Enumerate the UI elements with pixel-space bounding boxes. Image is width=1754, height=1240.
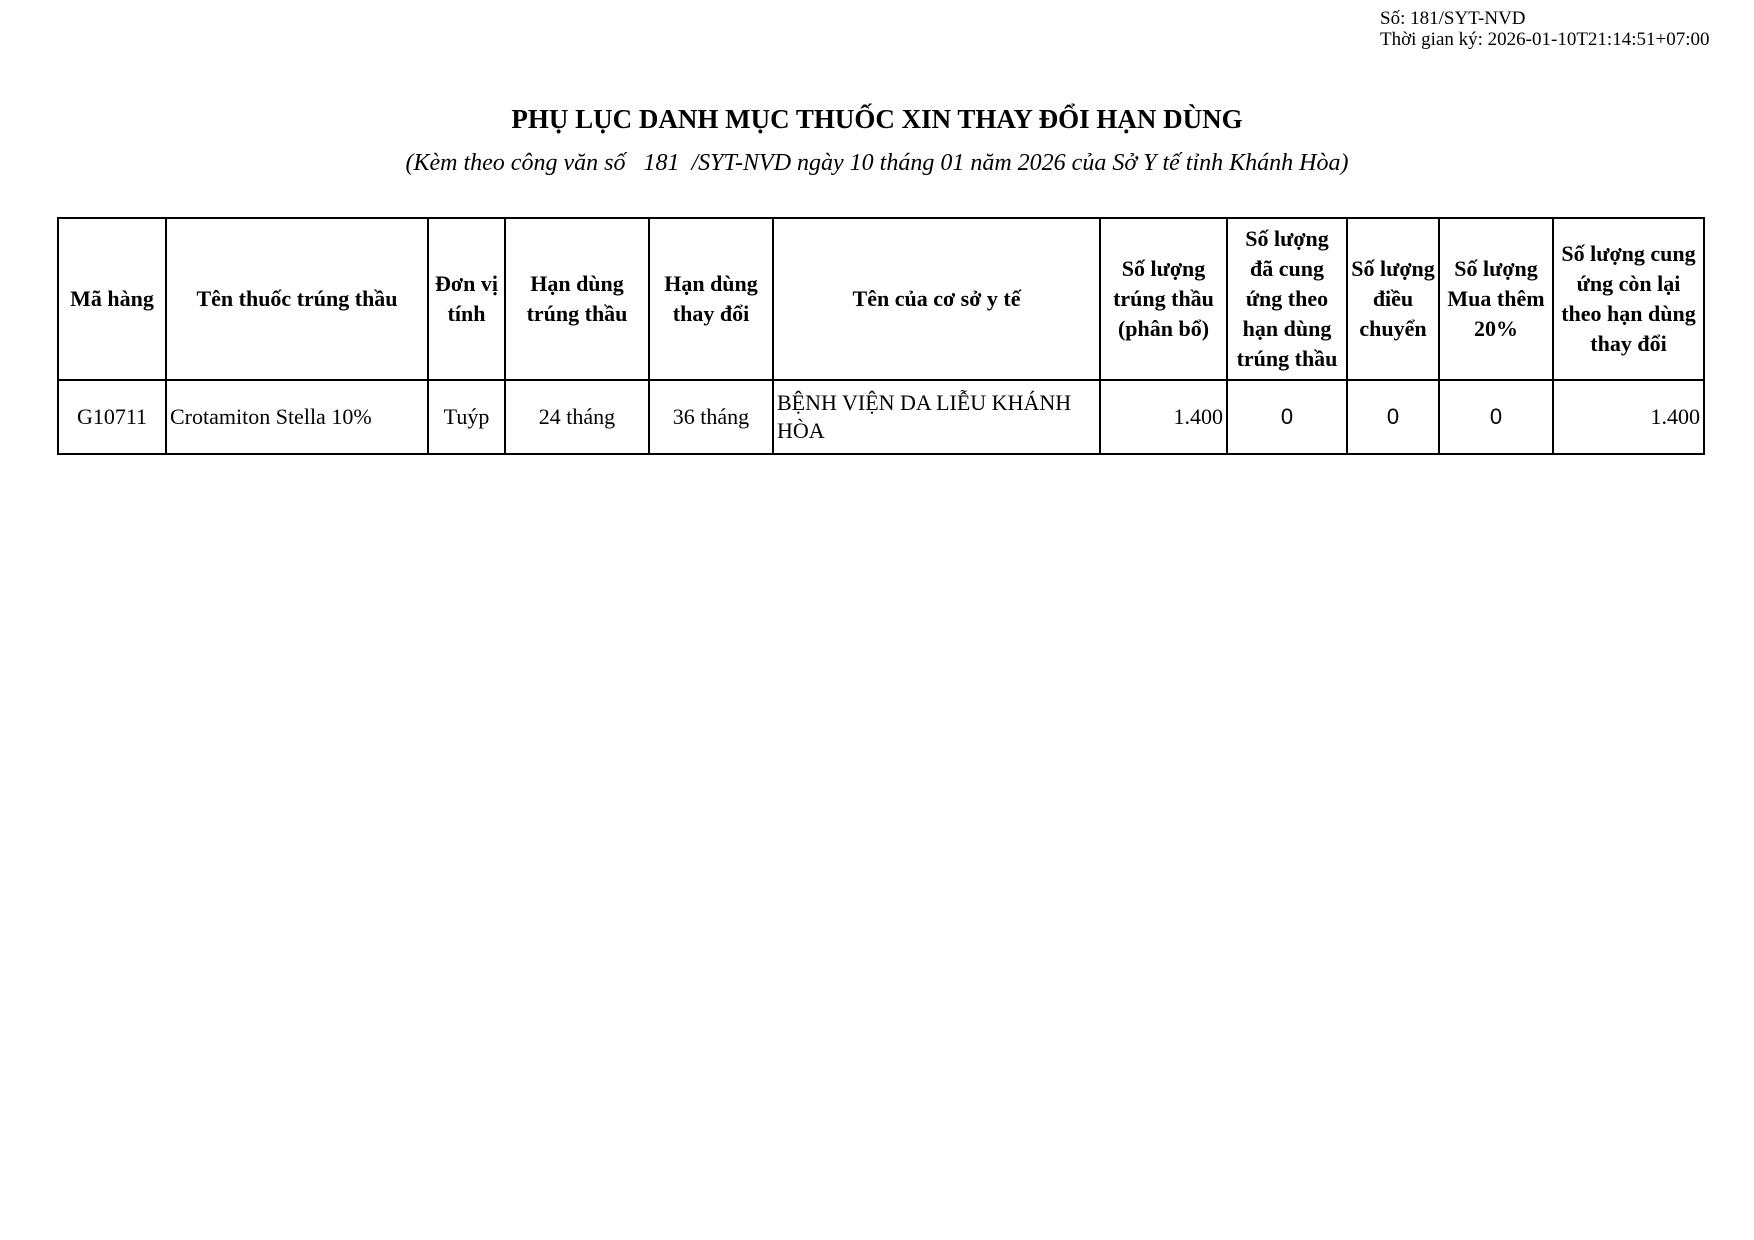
header-unit: Đơn vị tính <box>428 218 505 380</box>
header-extra-purchase-quantity: Số lượng Mua thêm 20% <box>1439 218 1553 380</box>
header-item-code: Mã hàng <box>58 218 166 380</box>
cell-drug-name: Crotamiton Stella 10% <box>166 380 428 454</box>
page-title: PHỤ LỤC DANH MỤC THUỐC XIN THAY ĐỔI HẠN DÙNG <box>511 104 1243 134</box>
header-supplied-quantity: Số lượng đã cung ứng theo hạn dùng trúng thầu <box>1227 218 1347 380</box>
cell-unit: Tuýp <box>428 380 505 454</box>
cell-supplied-quantity: 0 <box>1227 380 1347 454</box>
cell-remaining-quantity: 1.400 <box>1553 380 1704 454</box>
cell-extra-purchase-quantity: 0 <box>1439 380 1553 454</box>
header-changed-expiry: Hạn dùng thay đổi <box>649 218 773 380</box>
cell-awarded-quantity: 1.400 <box>1100 380 1227 454</box>
cell-bid-expiry: 24 tháng <box>505 380 649 454</box>
page-subtitle: (Kèm theo công văn số 181 /SYT-NVD ngày 10 tháng 01 năm 2026 của Sở Y tế tỉnh Khánh Hòa) <box>405 150 1349 176</box>
header-transferred-quantity: Số lượng điều chuyển <box>1347 218 1439 380</box>
header-facility-name: Tên của cơ sở y tế <box>773 218 1100 380</box>
table-row <box>58 380 1704 454</box>
table-header-row <box>58 218 1704 380</box>
header-remaining-quantity: Số lượng cung ứng còn lại theo hạn dùng thay đổi <box>1553 218 1704 380</box>
header-awarded-quantity: Số lượng trúng thầu (phân bổ) <box>1100 218 1227 380</box>
cell-changed-expiry: 36 tháng <box>649 380 773 454</box>
document-number: Số: 181/SYT-NVD <box>1380 8 1526 29</box>
drug-expiry-table <box>57 217 1705 455</box>
cell-transferred-quantity: 0 <box>1347 380 1439 454</box>
signing-time: Thời gian ký: 2026-01-10T21:14:51+07:00 <box>1380 29 1710 50</box>
header-bid-expiry: Hạn dùng trúng thầu <box>505 218 649 380</box>
cell-item-code: G10711 <box>58 380 166 454</box>
header-drug-name: Tên thuốc trúng thầu <box>166 218 428 380</box>
cell-facility-name: BỆNH VIỆN DA LIỄU KHÁNH HÒA <box>773 380 1100 454</box>
signature-block <box>1380 8 1710 50</box>
